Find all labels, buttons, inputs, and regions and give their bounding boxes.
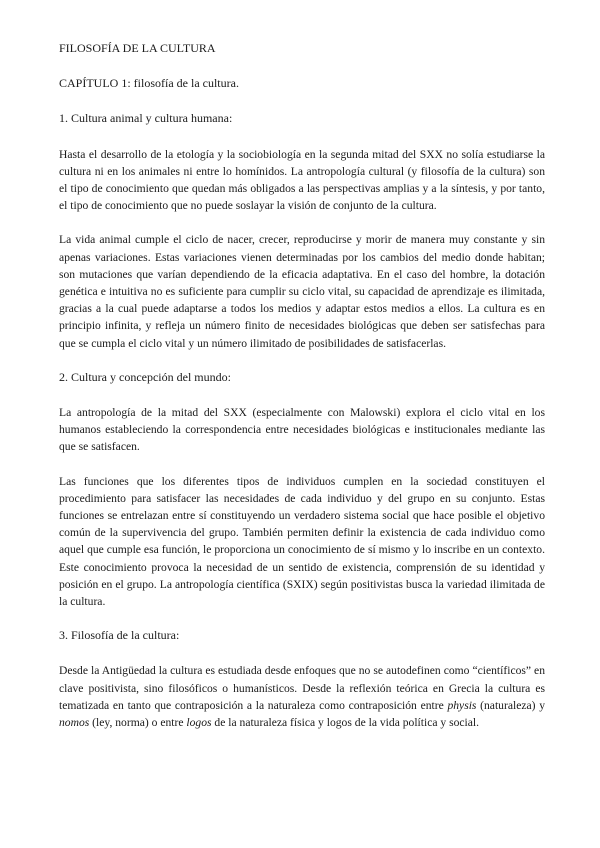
document-title: FILOSOFÍA DE LA CULTURA xyxy=(59,41,216,55)
section-heading-2: 2. Cultura y concepción del mundo: xyxy=(59,369,231,384)
document-page xyxy=(59,40,545,748)
chapter-heading: CAPÍTULO 1: filosofía de la cultura. xyxy=(59,76,239,91)
section-1-paragraph-2: La vida animal cumple el ciclo de nacer, crecer, reproducirse y morir de manera muy constante y sin apenas variaciones. Estas variaciones vienen determinadas por los cambios del medio donde habitan; son mutaciones que varían dependiendo de la eficacia adaptativa. En el caso del hombre, la dotación genética e intuitiva no es suficiente para cumplir su ciclo vital, su capacidad de aprendizaje es ilimitada, gracias a la cual puede adaptarse a todos los medios y adaptar estos medios a ellos. La cultura es en principio infinita, y refleja un número finito de necesidades biológicas que deben ser satisfechas para que se cumpla el ciclo vital y un número ilimitado de posibilidades de satisfacerlas. xyxy=(59,233,545,350)
paragraph-text-start: Desde la Antigüedad la cultura es estudiada desde enfoques que no se autodefinen como “científicos” en clave positivista, sino filosóficos o humanísticos. Desde la reflexión teórica en Grecia la cultura es tematizada en tanto que contraposición a la naturaleza como contraposición entre xyxy=(59,664,545,712)
paragraph-text-mid-2: (ley, norma) o entre xyxy=(89,716,187,730)
section-heading-1: 1. Cultura animal y cultura humana: xyxy=(59,111,233,126)
section-2-paragraph-2: Las funciones que los diferentes tipos de individuos cumplen en la sociedad constituyen el procedimiento para satisfacer las necesidades de cada individuo y del grupo en su conjunto. Estas funciones se entrelazan entre sí constituyendo un verdadero sistema social que hace posible el objetivo común de la supervivencia del grupo. También permiten definir la existencia de cada individuo como aquel que cumple esa función, le proporciona un conocimiento de sí mismo y lo inscribe en un contexto. Este conocimiento provoca la necesidad de un sentido de existencia, comprensión de su identidad y posición en el grupo. La antropología científica (SXIX) según positivistas busca la variedad ilimitada de la cultura. xyxy=(59,474,545,609)
section-heading-3: 3. Filosofía de la cultura: xyxy=(59,628,180,643)
paragraph-text-mid-1: (naturaleza) y xyxy=(476,698,545,712)
section-3-paragraph-1 xyxy=(59,662,545,731)
term-physis: physis xyxy=(447,698,477,712)
term-nomos: nomos xyxy=(59,716,90,730)
section-1-paragraph-1: Hasta el desarrollo de la etología y la sociobiología en la segunda mitad del SXX no solía estudiarse la cultura ni en los animales ni entre lo homínidos. La antropología cultural (y filosofía de la cultura) son el tipo de conocimiento que quedan más obligados a las perspectivas amplias y a la síntesis, y por tanto, el tipo de conocimiento que no puede soslayar la visión de conjunto de la cultura. xyxy=(59,147,545,213)
section-2-paragraph-1: La antropología de la mitad del SXX (especialmente con Malowski) explora el ciclo vital en los humanos estableciendo la correspondencia entre necesidades biológicas e institucionales mediante las que se satisfacen. xyxy=(59,406,545,454)
term-logos: logos xyxy=(186,716,212,730)
paragraph-text-end: de la naturaleza física y logos de la vida política y social. xyxy=(211,716,480,730)
